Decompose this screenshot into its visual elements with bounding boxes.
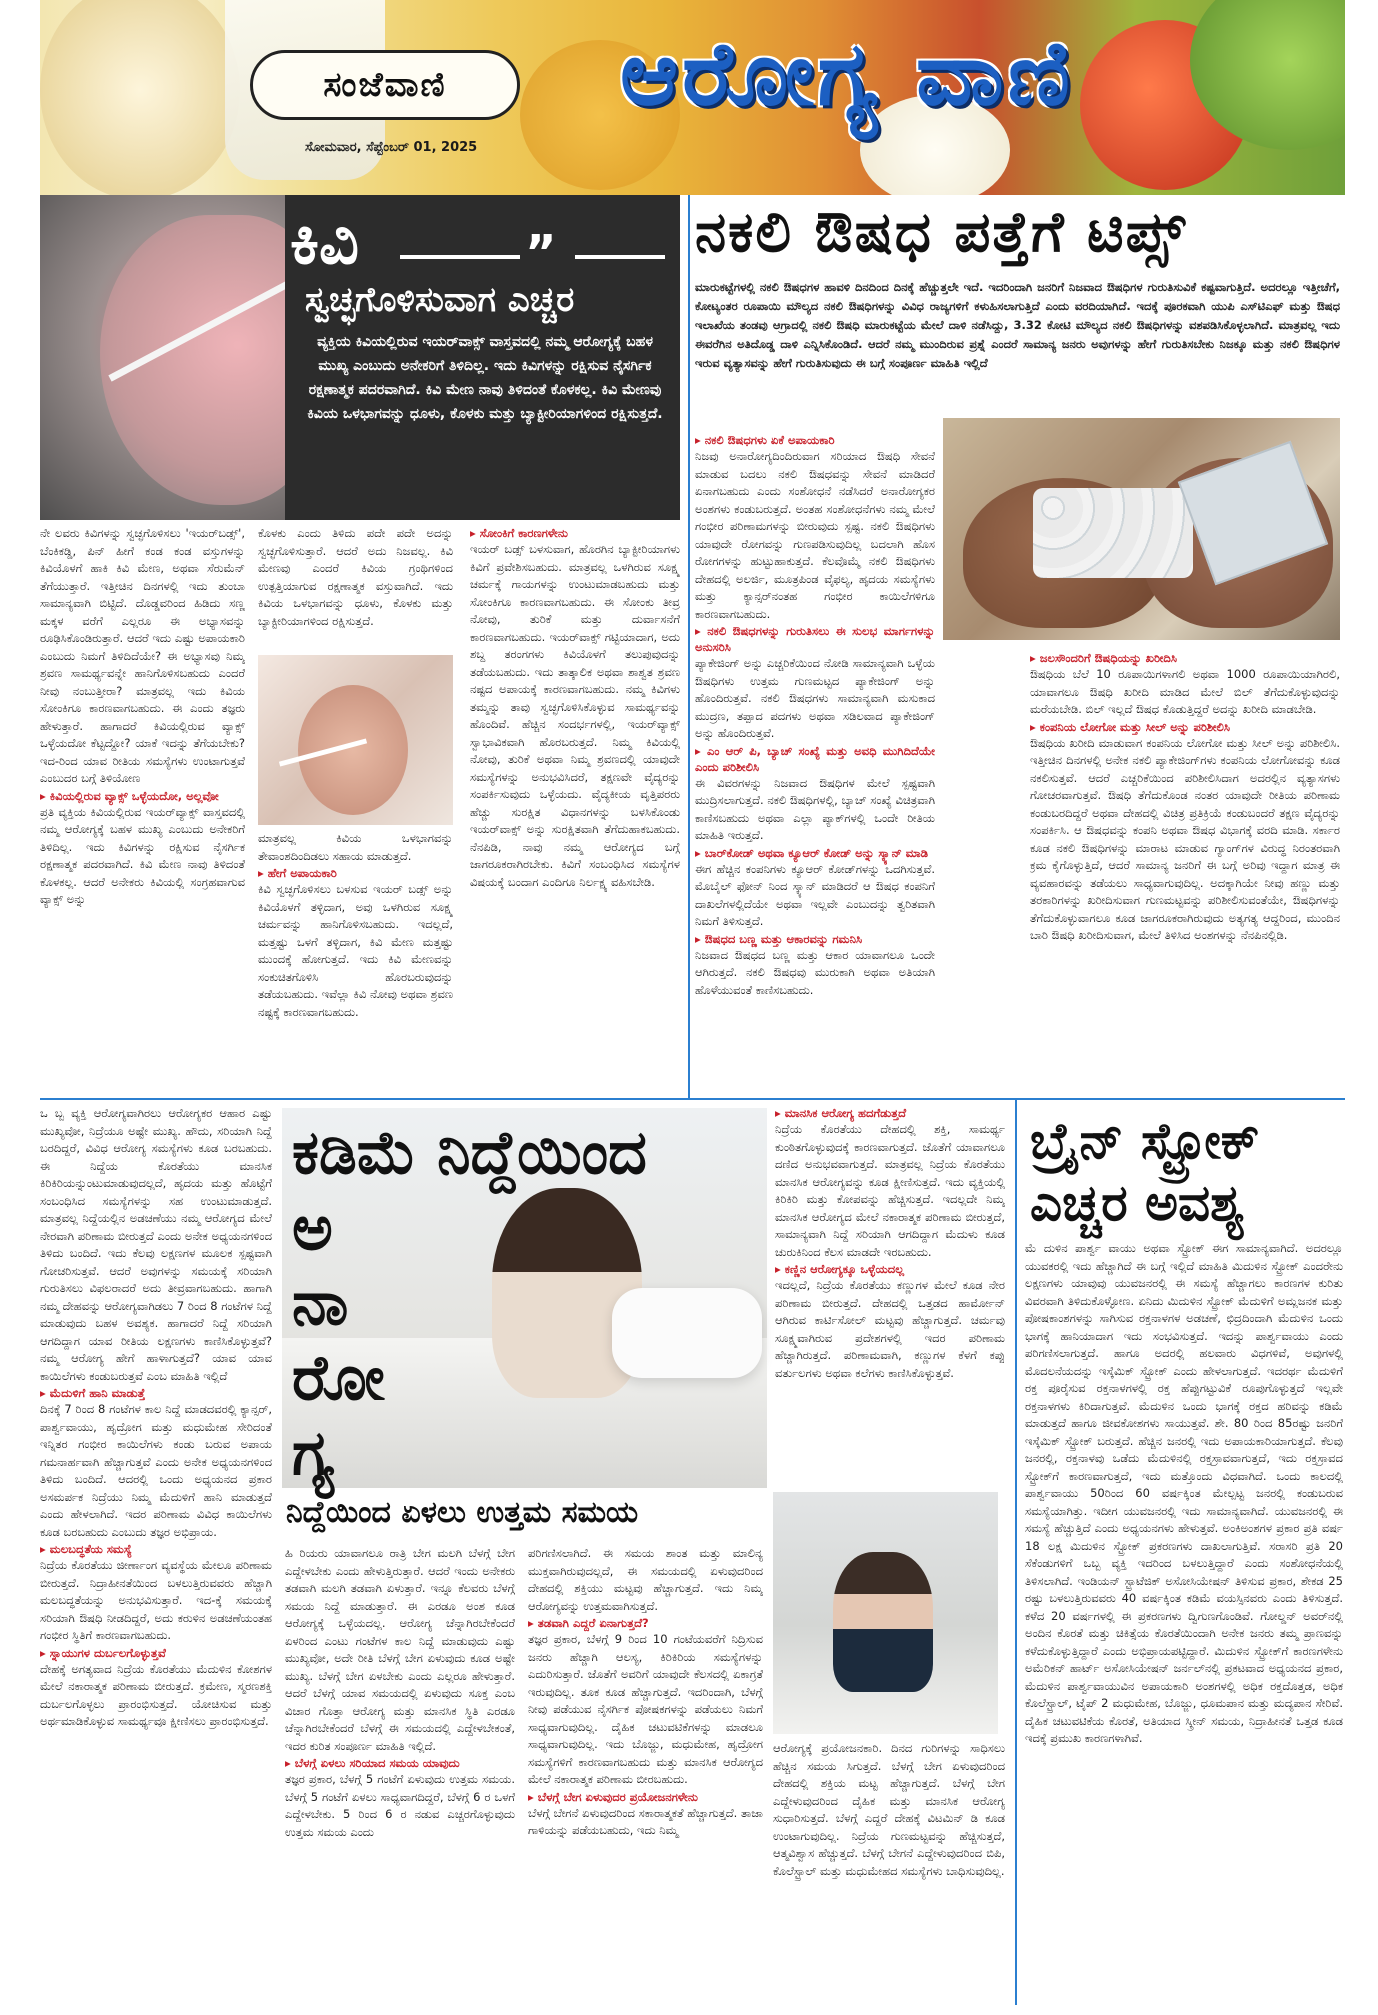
ear-lede: ವ್ಯಕ್ತಿಯ ಕಿವಿಯಲ್ಲಿರುವ ಇಯರ್‌ವಾಕ್ಸ್ ವಾಸ್ತವದಲ್ಲಿ ನಮ್ಮ ಆರೋಗ್ಯಕ್ಕೆ ಬಹಳ ಮುಖ್ಯ ಎಂಬುದು ಅನೇಕರಿಗೆ ತಿಳಿದಿಲ್ಲ. ಇದು ಕಿವಿಗಳನ್ನು ರಕ್ಷಿಸುವ ನೈಸರ್ಗಿಕ ರಕ್ಷಣಾತ್ಮಕ ಪದರವಾಗಿದೆ. ಕಿವಿ ಮೇಣ ನಾವು ತಿಳಿದಂತೆ ಕೊಳಕಲ್ಲ. ಕಿವಿ ಮೇಣವು ಕಿವಿಯ ಒಳಭಾಗವನ್ನು ಧೂಳು, ಕೊಳಕು ಮತ್ತು ಬ್ಯಾಕ್ಟೀರಿಯಾಗಳಿಂದ ರಕ್ಷಿಸುತ್ತದೆ.	[307, 334, 663, 422]
headline-quote: ”	[525, 225, 557, 281]
paragraph: ಒ ಬ್ಬ ವ್ಯಕ್ತಿ ಆರೋಗ್ಯವಾಗಿರಲು ಆರೋಗ್ಯಕರ ಆಹಾರ ಎಷ್ಟು ಮುಖ್ಯವೋ, ನಿದ್ರೆಯೂ ಅಷ್ಟೇ ಮುಖ್ಯ. ಹೌದು, ಸರಿಯಾಗಿ ನಿದ್ದೆ ಬರದಿದ್ದರೆ, ವಿವಿಧ ಆರೋಗ್ಯ ಸಮಸ್ಯೆಗಳು ಕೂಡ ಬರಬಹುದು. ಈ ನಿದ್ದೆಯ ಕೊರತೆಯು ಮಾನಸಿಕ ಕಿರಿಕಿರಿಯನ್ನುಂಟುಮಾಡುವುದಲ್ಲದೆ, ಹೃದಯ ಮತ್ತು ಹೊಟ್ಟೆಗೆ ಸಂಬಂಧಿಸಿದ ಸಮಸ್ಯೆಗಳನ್ನು ಸಹ ಉಂಟುಮಾಡುತ್ತದೆ. ಮಾತ್ರವಲ್ಲ ನಿದ್ದೆಯಲ್ಲಿನ ಅಡಚಣೆಯು ನಮ್ಮ ಆರೋಗ್ಯದ ಮೇಲೆ ನೇರವಾಗಿ ಪರಿಣಾಮ ಬೀರುತ್ತದೆ ಎಂದು ಅನೇಕ ಅಧ್ಯಯನಗಳಿಂದ ತಿಳಿದು ಬಂದಿದೆ. ಇದು ಕೆಲವು ಲಕ್ಷಣಗಳ ಮೂಲಕ ಸ್ಪಷ್ಟವಾಗಿ ಗೋಚರಿಸುತ್ತವೆ. ಆದರೆ ಅವುಗಳನ್ನು ಸಮಯಕ್ಕೆ ಸರಿಯಾಗಿ ಗುರುತಿಸಲು ವಿಫಲರಾದರೆ ಅದು ತೀವ್ರವಾಗಬಹುದು. ಹಾಗಾಗಿ ನಮ್ಮ ದೇಹವನ್ನು ಆರೋಗ್ಯವಾಗಿಡಲು 7 ರಿಂದ 8 ಗಂಟೆಗಳ ನಿದ್ದೆ ಮಾಡುವುದು ಬಹಳ ಅವಶ್ಯಕ. ಹಾಗಾದರೆ ನಿದ್ದೆ ಸರಿಯಾಗಿ ಆಗದಿದ್ದಾಗ ಯಾವ ರೀತಿಯ ಲಕ್ಷಣಗಳು ಕಾಣಿಸಿಕೊಳ್ಳುತ್ತವೆ? ನಮ್ಮ ಆರೋಗ್ಯ ಹೇಗೆ ಹಾಳಾಗುತ್ತದೆ? ಯಾವ ಯಾವ ಕಾಯಿಲೆಗಳು ಕಂಡುಬರುತ್ತವೆ ಎಂಬ ಮಾಹಿತಿ ಇಲ್ಲಿದೆ	[40, 1106, 272, 1383]
woman-figure	[833, 1552, 933, 1692]
paragraph: ನಿಜವಾದ ಔಷಧದ ಬಣ್ಣ ಮತ್ತು ಆಕಾರ ಯಾವಾಗಲೂ ಒಂದೇ ಆಗಿರುತ್ತದೆ. ನಕಲಿ ಔಷಧವು ಮುರುಕಾಗಿ ಅಥವಾ ಅತಿಯಾಗಿ ಹೊಳೆಯುವಂತೆ ಕಾಣಿಸಬಹುದು.	[695, 947, 935, 997]
pillow-shape	[612, 1288, 762, 1378]
paragraph: ಔಷಧಿಯ ಬೆಲೆ 10 ರೂಪಾಯಿಗಳಾಗಲಿ ಅಥವಾ 1000 ರೂಪಾಯಿಯಾಗಿರಲಿ, ಯಾವಾಗಲೂ ಔಷಧಿ ಖರೀದಿ ಮಾಡಿದ ಮೇಲೆ ಬಿಲ್ ತೆಗೆದುಕೊಳ್ಳುವುದನ್ನು ಮರೆಯಬೇಡಿ. ಬಿಲ್ ಇಲ್ಲದೆ ಔಷಧ ಕೊಡುತ್ತಿದ್ದರೆ ಅದನ್ನು ಖರೀದಿ ಮಾಡಬೇಡಿ.	[1030, 667, 1340, 716]
paragraph: ಔಷಧಿಯ ಖರೀದಿ ಮಾಡುವಾಗ ಕಂಪನಿಯ ಲೋಗೋ ಮತ್ತು ಸೀಲ್ ಅನ್ನು ಪರಿಶೀಲಿಸಿ. ಇತ್ತೀಚಿನ ದಿನಗಳಲ್ಲಿ ಅನೇಕ ನಕಲಿ ಪ್ಯಾಕೇಜಿಂಗ್‌ಗಳು ಕಂಪನಿಯ ಲೋಗೋವನ್ನು ಕೂಡ ನಕಲಿಸುತ್ತವೆ. ಆದರೆ ಎಚ್ಚರಿಕೆಯಿಂದ ಪರಿಶೀಲಿಸಿದಾಗ ಅದರಲ್ಲಿನ ವ್ಯತ್ಯಾಸಗಳು ಗೋಚರವಾಗುತ್ತವೆ. ಔಷಧಿ ತೆಗೆದುಕೊಂಡ ನಂತರ ಯಾವುದೇ ರೀತಿಯ ಪರಿಣಾಮ ಕಂಡುಬರದಿದ್ದರೆ ಅಥವಾ ದೇಹದಲ್ಲಿ ವಿಚಿತ್ರ ಪ್ರತಿಕ್ರಿಯೆ ಕಂಡುಬಂದರೆ ತಕ್ಷಣ ವೈದ್ಯರನ್ನು ಸಂಪರ್ಕಿಸಿ. ಆ ಔಷಧವನ್ನು ಕಂಪನಿ ಅಥವಾ ಔಷಧ ವಿಭಾಗಕ್ಕೆ ವರದಿ ಮಾಡಿ. ಸರ್ಕಾರ ಕೂಡ ನಕಲಿ ಔಷಧಿಗಳನ್ನು ಮಾರಾಟ ಮಾಡುವ ಗ್ಯಾಂಗ್‌ಗಳ ವಿರುದ್ಧ ನಿರಂತರವಾಗಿ ಕ್ರಮ ಕೈಗೊಳ್ಳುತ್ತಿದೆ, ಆದರೆ ಸಾಮಾನ್ಯ ಜನರಿಗೆ ಈ ಬಗ್ಗೆ ಅರಿವು ಇದ್ದಾಗ ಮಾತ್ರ ಈ ವ್ಯವಹಾರವನ್ನು ತಡೆಯಲು ಸಾಧ್ಯವಾಗುವುದಿಲ್ಲ. ಅದಕ್ಕಾಗಿಯೇ ನೀವು ಹಣ್ಣು ಮತ್ತು ತರಕಾರಿಗಳನ್ನು ಖರೀದಿಸುವಾಗ ಗುಣಮಟ್ಟವನ್ನು ಪರಿಶೀಲಿಸುವಂತೆಯೇ, ಔಷಧಿಗಳನ್ನು ತೆಗೆದುಕೊಳ್ಳುವಾಗಲೂ ಕೂಡ ಜಾಗರೂಕರಾಗಿರುವುದು ಅತ್ಯಗತ್ಯ ಆದ್ದರಿಂದ, ಮುಂದಿನ ಬಾರಿ ಔಷಧಿ ಖರೀದಿಸುವಾಗ, ಮೇಲೆ ತಿಳಿಸಿದ ಅಂಶಗಳನ್ನು ನೆನಪಿನಲ್ಲಿಡಿ.	[1030, 735, 1340, 942]
ear-subheadline: ಸ್ವಚ್ಛಗೊಳಿಸುವಾಗ ಎಚ್ಚರ	[305, 280, 575, 320]
paragraph: ಆರೋಗ್ಯಕ್ಕೆ ಪ್ರಯೋಜನಕಾರಿ. ದಿನದ ಗುರಿಗಳನ್ನು ಸಾಧಿಸಲು ಹೆಚ್ಚಿನ ಸಮಯ ಸಿಗುತ್ತದೆ. ಬೆಳಗ್ಗೆ ಬೇಗ ಏಳುವುದರಿಂದ ದೇಹದಲ್ಲಿ ಶಕ್ತಿಯ ಮಟ್ಟ ಹೆಚ್ಚಾಗುತ್ತದೆ. ಬೆಳಗ್ಗೆ ಬೇಗ ಎದ್ದೇಳುವುದರಿಂದ ದೈಹಿಕ ಮತ್ತು ಮಾನಸಿಕ ಆರೋಗ್ಯ ಸುಧಾರಿಸುತ್ತದೆ. ಬೆಳಗ್ಗೆ ಎದ್ದರೆ ದೇಹಕ್ಕೆ ವಿಟಮಿನ್ ಡಿ ಕೂಡ ಉಂಟಾಗುವುದಿಲ್ಲ. ನಿದ್ರೆಯ ಗುಣಮಟ್ಟವನ್ನು ಹೆಚ್ಚಿಸುತ್ತದೆ, ಆತ್ಮವಿಶ್ವಾಸ ಹೆಚ್ಚುತ್ತದೆ. ಬೆಳಗ್ಗೆ ಬೇಗನೆ ಎದ್ದೇಳುವುದರಿಂದ ಬಿಪಿ, ಕೊಲೆಸ್ಟ್ರಾಲ್ ಮತ್ತು ಮಧುಮೇಹದ ಸಮಸ್ಯೆಗಳು ಬಾಧಿಸುವುದಿಲ್ಲ.	[773, 1741, 1005, 1878]
column-divider	[688, 195, 690, 1100]
fake-medicine-headline: ನಕಲಿ ಔಷಧ ಪತ್ತೆಗೆ ಟಿಪ್ಸ್	[695, 200, 1188, 265]
section-divider	[40, 1098, 1345, 1100]
subheading: ▸ ಬೆಳಗ್ಗೆ ಬೇಗ ಏಳುವುದರ ಪ್ರಯೋಜನಗಳೇನು	[528, 1789, 763, 1805]
subheading: ▸ ಹೇಗೆ ಅಪಾಯಕಾರಿ	[258, 865, 453, 881]
paragraph: ಈ ವಿವರಗಳನ್ನು ನಿಜವಾದ ಔಷಧಿಗಳ ಮೇಲೆ ಸ್ಪಷ್ಟವಾಗಿ ಮುದ್ರಿಸಲಾಗುತ್ತದೆ. ನಕಲಿ ಔಷಧಿಗಳಲ್ಲಿ, ಬ್ಯಾಚ್ ಸಂಖ್ಯೆ ವಿಚಿತ್ರವಾಗಿ ಕಾಣಿಸಬಹುದು ಅಥವಾ ಎಲ್ಲಾ ಪ್ಯಾಕ್‌ಗಳಲ್ಲಿ ಒಂದೇ ರೀತಿಯ ಮಾಹಿತಿ ಇರುತ್ತದೆ.	[695, 775, 935, 842]
fake-medicine-column-2	[1030, 650, 1340, 1092]
paragraph: ಪರಿಗಣಿಸಲಾಗಿದೆ. ಈ ಸಮಯ ಶಾಂತ ಮತ್ತು ಮಾಲಿನ್ಯ ಮುಕ್ತವಾಗಿರುವುದಲ್ಲದೆ, ಈ ಸಮಯದಲ್ಲಿ ಏಳುವುದರಿಂದ ದೇಹದಲ್ಲಿ ಶಕ್ತಿಯು ಮಟ್ಟವು ಹೆಚ್ಚಾಗುತ್ತದೆ. ಇದು ನಿಮ್ಮ ಆರೋಗ್ಯವನ್ನು ಉತ್ತಮವಾಗಿಸುತ್ತದೆ.	[528, 1546, 763, 1613]
subheading: ▸ ಮೆದುಳಿಗೆ ಹಾನಿ ಮಾಡುತ್ತೆ	[40, 1385, 272, 1401]
sleep-headline: ಕಡಿಮೆ ನಿದ್ದೆಯಿಂದ	[292, 1118, 647, 1188]
subheading: ▸ ಸ್ನಾಯುಗಳ ದುರ್ಬಲಗೊಳ್ಳುತ್ತವೆ	[40, 1645, 272, 1661]
masthead-banner	[40, 0, 1345, 195]
headline-letter: ರೋ	[292, 1341, 385, 1414]
ear-column-2-top	[258, 525, 453, 655]
paragraph: ನಿದ್ರೆಯ ಕೊರತೆಯು ಜೀರ್ಣಾಂಗ ವ್ಯವಸ್ಥೆಯ ಮೇಲೂ ಪರಿಣಾಮ ಬೀರುತ್ತದೆ. ನಿದ್ರಾಹೀನತೆಯಿಂದ ಬಳಲುತ್ತಿರುವವರು ಹೆಚ್ಚಾಗಿ ಮಲಬದ್ಧತೆಯನ್ನು ಅನುಭವಿಸುತ್ತಾರೆ. ಇದ-ಕ್ಕೆ ಸಮಯಕ್ಕೆ ಸರಿಯಾಗಿ ಔಷಧಿ ನೀಡದಿದ್ದರೆ, ಅದು ಕರುಳಿನ ಅಡಚಣೆಯಂತಹ ಗಂಭೀರ ಸ್ಥಿತಿಗೆ ಕಾರಣವಾಗಬಹುದು.	[40, 1558, 272, 1642]
subheading: ▸ ಎಂ ಆರ್ ಪಿ, ಬ್ಯಾಚ್ ಸಂಖ್ಯೆ ಮತ್ತು ಅವಧಿ ಮುಗಿದಿದೆಯೇ ಎಂದು ಪರಿಶೀಲಿಸಿ	[695, 743, 935, 775]
paragraph: ತಜ್ಞರ ಪ್ರಕಾರ, ಬೆಳಗ್ಗೆ 9 ರಿಂದ 10 ಗಂಟೆಯವರೆಗೆ ನಿದ್ರಿಸುವ ಜನರು ಹೆಚ್ಚಾಗಿ ಆಲಸ್ಯ, ಕಿರಿಕಿರಿಯ ಸಮಸ್ಯೆಗಳನ್ನು ಎದುರಿಸುತ್ತಾರೆ. ಜೊತೆಗೆ ಅವರಿಗೆ ಯಾವುದೇ ಕೆಲಸದಲ್ಲಿ ಏಕಾಗ್ರತೆ ಇರುವುದಿಲ್ಲ. ತೂಕ ಕೂಡ ಹೆಚ್ಚಾಗುತ್ತದೆ. ಇದರಿಂದಾಗಿ, ಬೆಳಗ್ಗೆ ನೀವು ಪಡೆಯುವ ನೈಸರ್ಗಿಕ ಪೋಷಕಗಳನ್ನು ಪಡೆಯಲು ನಿಮಗೆ ಸಾಧ್ಯವಾಗುವುದಿಲ್ಲ. ದೈಹಿಕ ಚಟುವಟಿಕೆಗಳನ್ನು ಮಾಡಲೂ ಸಾಧ್ಯವಾಗುವುದಿಲ್ಲ. ಇದು ಬೊಜ್ಜು, ಮಧುಮೇಹ, ಹೃದ್ರೋಗ ಸಮಸ್ಯೆಗಳಿಗೆ ಕಾರಣವಾಗಬಹುದು ಮತ್ತು ಮಾನಸಿಕ ಆರೋಗ್ಯದ ಮೇಲೆ ನಕಾರಾತ್ಮಕ ಪರಿಣಾಮ ಬೀರಬಹುದು.	[528, 1632, 763, 1786]
sleep-column-right	[775, 1105, 1005, 1487]
stroke-headline: ಬ್ರೈನ್ ಸ್ಟ್ರೋಕ್ ಎಚ್ಚರ ಅವಶ್ಯ	[1030, 1112, 1260, 1232]
subheading: ▸ ಬೆಳಗ್ಗೆ ಏಳಲು ಸರಿಯಾದ ಸಮಯ ಯಾವುದು	[285, 1755, 515, 1771]
paragraph: ಈಗ ಹೆಚ್ಚಿನ ಕಂಪನಿಗಳು ಕ್ಯೂಆರ್ ಕೋಡ್‌ಗಳನ್ನು ಒದಗಿಸುತ್ತವೆ. ಮೊಬೈಲ್ ಫೋನ್ ನಿಂದ ಸ್ಕ್ಯಾನ್ ಮಾಡಿದರೆ ಆ ಔಷಧ ಕಂಪನಿಗೆ ದಾಖಲೆಗಳಲ್ಲಿದೆಯೇ ಅಥವಾ ಇಲ್ಲವೇ ಎಂಬುದನ್ನು ತ್ವರಿತವಾಗಿ ನಿಮಗೆ ತಿಳಿಸುತ್ತದೆ.	[695, 861, 935, 928]
paragraph: ಇಯರ್ ಬಡ್ಸ್ ಬಳಸುವಾಗ, ಹೊರಗಿನ ಬ್ಯಾಕ್ಟೀರಿಯಾಗಳು ಕಿವಿಗೆ ಪ್ರವೇಶಿಸಬಹುದು. ಮಾತ್ರವಲ್ಲ ಒಳಗಿರುವ ಸೂಕ್ಷ್ಮ ಚರ್ಮಕ್ಕೆ ಗಾಯಗಳನ್ನು ಉಂಟುಮಾಡಬಹುದು ಮತ್ತು ಸೋಂಕಿಗೂ ಕಾರಣವಾಗಬಹುದು. ಈ ಸೋಂಕು ತೀವ್ರ ನೋವು, ತುರಿಕೆ ಮತ್ತು ದುರ್ವಾಸನೆಗೆ ಕಾರಣವಾಗಬಹುದು. ಇಯರ್‌ವಾಕ್ಸ್ ಗಟ್ಟಿಯಾದಾಗ, ಅದು ಶಬ್ದ ತರಂಗಗಳು ಕಿವಿಯೊಳಗೆ ತಲುಪುವುದನ್ನು ತಡೆಯಬಹುದು. ಇದು ತಾತ್ಕಾಲಿಕ ಅಥವಾ ಶಾಶ್ವತ ಶ್ರವಣ ನಷ್ಟದ ಅಪಾಯಕ್ಕೆ ಕಾರಣವಾಗಬಹುದು. ನಮ್ಮ ಕಿವಿಗಳು ತಮ್ಮನ್ನು ತಾವು ಸ್ವಚ್ಛಗೊಳಿಸಿಕೊಳ್ಳುವ ಸಾಮರ್ಥ್ಯವನ್ನು ಹೊಂದಿವೆ. ಹೆಚ್ಚಿನ ಸಂದರ್ಭಗಳಲ್ಲಿ, ಇಯರ್‌ವ್ಯಾಕ್ಸ್ ಸ್ವಾಭಾವಿಕವಾಗಿ ಹೊರಬರುತ್ತದೆ. ನಿಮ್ಮ ಕಿವಿಯಲ್ಲಿ ನೋವು, ತುರಿಕೆ ಅಥವಾ ನಿಮ್ಮ ಶ್ರವಣದಲ್ಲಿ ಯಾವುದೇ ಸಮಸ್ಯೆಗಳನ್ನು ಅನುಭವಿಸಿದರೆ, ತಕ್ಷಣವೇ ವೈದ್ಯರನ್ನು ಸಂಪರ್ಕಿಸುವುದು ಒಳ್ಳೆಯದು. ವೈದ್ಯಕೀಯ ವೃತ್ತಿಪರರು ಹೆಚ್ಚು ಸುರಕ್ಷಿತ ವಿಧಾನಗಳನ್ನು ಬಳಸಿಕೊಂಡು ಇಯರ್‌ವಾಕ್ಸ್ ಅನ್ನು ಸುರಕ್ಷಿತವಾಗಿ ತೆಗೆದುಹಾಕಬಹುದು. ನೆನಪಿಡಿ, ನಾವು ನಮ್ಮ ಆರೋಗ್ಯದ ಬಗ್ಗೆ ಜಾಗರೂಕರಾಗಿರಬೇಕು. ಕಿವಿಗೆ ಸಂಬಂಧಿಸಿದ ಸಮಸ್ಯೆಗಳ ವಿಷಯಕ್ಕೆ ಬಂದಾಗ ಎಂದಿಗೂ ನಿರ್ಲಕ್ಷ್ಯ ವಹಿಸಬೇಡಿ.	[470, 542, 680, 889]
sleep-subheadline: ನಿದ್ದೆಯಿಂದ ಏಳಲು ಉತ್ತಮ ಸಮಯ	[286, 1495, 639, 1530]
headline-rule	[575, 255, 665, 259]
paragraph: ಪ್ಯಾಕೇಜಿಂಗ್ ಅನ್ನು ಎಚ್ಚರಿಕೆಯಿಂದ ನೋಡಿ ಸಾಮಾನ್ಯವಾಗಿ ಒಳ್ಳೆಯ ಔಷಧಿಗಳು ಉತ್ತಮ ಗುಣಮಟ್ಟದ ಪ್ಯಾಕೇಜಿಂಗ್ ಅನ್ನು ಹೊಂದಿರುತ್ತವೆ. ನಕಲಿ ಔಷಧಗಳು ಸಾಮಾನ್ಯವಾಗಿ ಮಸುಕಾದ ಮುದ್ರಣ, ತಪ್ಪಾದ ಪದಗಳು ಅಥವಾ ಸಡಿಲವಾದ ಪ್ಯಾಕೇಜಿಂಗ್ ಅನ್ನು ಹೊಂದಿರುತ್ತವೆ.	[695, 656, 935, 740]
subheading: ▸ ಮಲಬದ್ಧತೆಯ ಸಮಸ್ಯೆ	[40, 1541, 272, 1557]
subheading: ▸ ಔಷಧದ ಬಣ್ಣ ಮತ್ತು ಆಕಾರವನ್ನು ಗಮನಿಸಿ	[695, 931, 935, 947]
fake-medicine-lede: ಮಾರುಕಟ್ಟೆಗಳಲ್ಲಿ ನಕಲಿ ಔಷಧಗಳ ಹಾವಳಿ ದಿನದಿಂದ ದಿನಕ್ಕೆ ಹೆಚ್ಚುತ್ತಲೇ ಇದೆ. ಇದರಿಂದಾಗಿ ಜನರಿಗೆ ನಿಜವಾದ ಔಷಧಿಗಳ ಗುರುತಿಸುವಿಕೆ ಕಷ್ಟವಾಗುತ್ತಿದೆ. ಅದರಲ್ಲೂ ಇತ್ತೀಚೆಗೆ, ಕೋಟ್ಯಂತರ ರೂಪಾಯಿ ಮೌಲ್ಯದ ನಕಲಿ ಔಷಧಿಗಳನ್ನು ವಿವಿಧ ರಾಜ್ಯಗಳಿಗೆ ಕಳುಹಿಸಲಾಗುತ್ತಿದೆ ಎಂದು ವರದಿಯಾಗಿದೆ. ಇದಕ್ಕೆ ಪೂರಕವಾಗಿ ಯುಪಿ ಎಸ್‌ಟಿಎಫ್ ಮತ್ತು ಔಷಧ ಇಲಾಖೆಯ ತಂಡವು ಆಗ್ರಾದಲ್ಲಿ ನಕಲಿ ಔಷಧಿ ಮಾರುಕಟ್ಟೆಯ ಮೇಲೆ ದಾಳಿ ನಡೆಸಿದ್ದು, 3.32 ಕೋಟಿ ಮೌಲ್ಯದ ನಕಲಿ ಔಷಧಿಗಳನ್ನು ವಶಪಡಿಸಿಕೊಳ್ಳಲಾಗಿದೆ. ಮಾತ್ರವಲ್ಲ ಇದು ಈವರೆಗಿನ ಅತಿದೊಡ್ಡ ದಾಳಿ ಎನ್ನಿಸಿಕೊಂಡಿದೆ. ಆದರೆ ನಮ್ಮ ಮುಂದಿರುವ ಪ್ರಶ್ನೆ ಎಂದರೆ ಸಾಮಾನ್ಯ ಜನರು ಅವುಗಳನ್ನು ಹೇಗೆ ಗುರುತಿಸಬೇಕು ನಿಜಕ್ಕೂ ಮತ್ತು ನಕಲಿ ಔಷಧಿಗಳ ಇರುವ ವ್ಯತ್ಯಾಸವನ್ನು ಹೇಗೆ ಗುರುತಿಸುವುದು ಈ ಬಗ್ಗೆ ಸಂಪೂರ್ಣ ಮಾಹಿತಿ ಇಲ್ಲಿದೆ	[695, 280, 1340, 370]
ear-column-1	[40, 525, 245, 1095]
column-divider	[1015, 1100, 1017, 2005]
section-title: ಆರೋಗ್ಯ ವಾಣಿ	[620, 22, 1074, 125]
ear-column-3	[470, 525, 680, 1095]
paragraph: ಕಿವಿ ಸ್ವಚ್ಛಗೊಳಿಸಲು ಬಳಸುವ ಇಯರ್ ಬಡ್ಸ್ ಅನ್ನು ಕಿವಿಯೊಳಗೆ ತಳ್ಳಿದಾಗ, ಅವು ಒಳಗಿರುವ ಸೂಕ್ಷ್ಮ ಚರ್ಮವನ್ನು ಹಾನಿಗೊಳಿಸಬಹುದು. ಇದಲ್ಲದೆ, ಮತ್ತಷ್ಟು ಒಳಗೆ ತಳ್ಳಿದಾಗ, ಕಿವಿ ಮೇಣ ಮತ್ತಷ್ಟು ಮುಂದಕ್ಕೆ ಹೋಗುತ್ತದೆ. ಇದು ಕಿವಿ ಮೇಣವನ್ನು ಸಂಕುಚಿತಗೊಳಿಸಿ ಹೊರಬರುವುದನ್ನು ತಡೆಯಬಹುದು. ಇವೆಲ್ಲಾ ಕಿವಿ ನೋವು ಅಥವಾ ಶ್ರವಣ ನಷ್ಟಕ್ಕೆ ಕಾರಣವಾಗಬಹುದು.	[258, 882, 453, 1019]
ear-headline: ಕಿವಿ	[290, 205, 360, 278]
waking-woman-photo	[773, 1492, 998, 1734]
subheading: ▸ ನಕಲಿ ಔಷಧಗಳನ್ನು ಗುರುತಿಸಲು ಈ ಸುಲಭ ಮಾರ್ಗಗಳನ್ನು ಅನುಸರಿಸಿ	[695, 623, 935, 655]
ear-column-2-bottom	[258, 830, 453, 1095]
subheading: ▸ ತಡವಾಗಿ ಎದ್ದರೆ ಏನಾಗುತ್ತದೆ?	[528, 1615, 763, 1631]
paragraph: ಮಾತ್ರವಲ್ಲ ಕಿವಿಯ ಒಳಭಾಗವನ್ನು ತೇವಾಂಶದಿಂದಿಡಲು ಸಹಾಯ ಮಾಡುತ್ತದೆ.	[258, 831, 453, 863]
logo-text: ಸಂಜೆವಾಣಿ	[323, 65, 447, 105]
sleep-column-right-2	[773, 1740, 1005, 2010]
paragraph: ಬೆಳಗ್ಗೆ ಬೇಗನೆ ಏಳುವುದರಿಂದ ಸಕಾರಾತ್ಮಕತೆ ಹೆಚ್ಚಾಗುತ್ತದೆ. ತಾಜಾ ಗಾಳಿಯನ್ನು ಪಡೆಯಬಹುದು, ಇದು ನಿಮ್ಮ	[528, 1805, 763, 1837]
headline-letter: ಗ್ಯ	[292, 1416, 335, 1489]
subheading: ▸ ಜಲಸೌಂದರಿಗೆ ಔಷಧಿಯನ್ನು ಖರೀದಿಸಿ	[1030, 650, 1340, 666]
subheading: ▸ ಬಾರ್‌ಕೋಡ್ ಅಥವಾ ಕ್ಯೂಆರ್ ಕೋಡ್ ಅನ್ನು ಸ್ಕ್ಯಾನ್ ಮಾಡಿ	[695, 845, 935, 861]
paragraph: ಕೊಳಕು ಎಂದು ತಿಳಿದು ಪದೇ ಪದೇ ಅದನ್ನು ಸ್ವಚ್ಛಗೊಳಿಸುತ್ತಾರೆ. ಆದರೆ ಅದು ನಿಜವಲ್ಲ. ಕಿವಿ ಮೇಣವು ಎಂದರೆ ಕಿವಿಯ ಗ್ರಂಥಿಗಳಿಂದ ಉತ್ಪತ್ತಿಯಾಗುವ ರಕ್ಷಣಾತ್ಮಕ ವಸ್ತುವಾಗಿದೆ. ಇದು ಕಿವಿಯ ಒಳಭಾಗವನ್ನು ಧೂಳು, ಕೊಳಕು ಮತ್ತು ಬ್ಯಾಕ್ಟೀರಿಯಾಗಳಿಂದ ರಕ್ಷಿಸುತ್ತದೆ.	[258, 526, 453, 628]
tablets	[1033, 488, 1193, 578]
paragraph: ಹಿ ರಿಯರು ಯಾವಾಗಲೂ ರಾತ್ರಿ ಬೇಗ ಮಲಗಿ ಬೆಳಗ್ಗೆ ಬೇಗ ಎದ್ದೇಳಬೇಕು ಎಂದು ಹೇಳುತ್ತಿರುತ್ತಾರೆ. ಆದರೆ ಇಂದು ಅನೇಕರು ತಡವಾಗಿ ಮಲಗಿ ತಡವಾಗಿ ಏಳುತ್ತಾರೆ. ಇನ್ನೂ ಕೆಲವರು ಬೆಳಗ್ಗೆ ಸಮಯ ನಿದ್ದೆ ಮಾಡುತ್ತಾರೆ. ಈ ಎರಡೂ ಅಂಶ ಕೂಡ ಆರೋಗ್ಯಕ್ಕೆ ಒಳ್ಳೆಯದಲ್ಲ. ಆರೋಗ್ಯ ಚೆನ್ನಾಗಿರಬೇಕೆಂದರೆ ಏಳರಿಂದ ಎಂಟು ಗಂಟೆಗಳ ಕಾಲ ನಿದ್ದೆ ಮಾಡುವುದು ಎಷ್ಟು ಮುಖ್ಯವೋ, ಅದೇ ರೀತಿ ಬೆಳಗ್ಗೆ ಬೇಗ ಏಳುವುದು ಕೂಡ ಅಷ್ಟೇ ಮುಖ್ಯ. ಬೆಳಗ್ಗೆ ಬೇಗ ಏಳಬೇಕು ಎಂದು ಎಲ್ಲರೂ ಹೇಳುತ್ತಾರೆ. ಆದರೆ ಬೆಳಗ್ಗೆ ಯಾವ ಸಮಯದಲ್ಲಿ ಏಳುವುದು ಸೂಕ್ತ ಎಂಬ ವಿಚಾರ ಗೊತ್ತಾ ಆರೋಗ್ಯ ಮತ್ತು ಮಾನಸಿಕ ಸ್ಥಿತಿ ಎರಡೂ ಚೆನ್ನಾಗಿರಬೇಕೆಂದರೆ ಬೆಳಗ್ಗೆ ಈ ಸಮಯದಲ್ಲಿ ಎದ್ದೇಳಬೇಕಂತೆ, ಇದರ ಕುರಿತ ಸಂಪೂರ್ಣ ಮಾಹಿತಿ ಇಲ್ಲಿದೆ.	[285, 1546, 515, 1753]
stroke-column	[1025, 1240, 1343, 2010]
sleep-column-1	[40, 1105, 272, 2010]
paragraph: ನಿದ್ರೆಯ ಕೊರತೆಯು ದೇಹದಲ್ಲಿ ಶಕ್ತಿ, ಸಾಮರ್ಥ್ಯ ಕುಂಠಿತಗೊಳ್ಳುವುದಕ್ಕೆ ಕಾರಣವಾಗುತ್ತದೆ. ಜೊತೆಗೆ ಯಾವಾಗಲೂ ದಣಿದ ಅನುಭವವಾಗುತ್ತದೆ. ಮಾತ್ರವಲ್ಲ ನಿದ್ರೆಯ ಕೊರತೆಯು ಮಾನಸಿಕ ಆರೋಗ್ಯವನ್ನು ಕೂಡ ಕ್ಷೀಣಿಸುತ್ತದೆ. ಇದು ವ್ಯಕ್ತಿಯಲ್ಲಿ ಕಿರಿಕಿರಿ ಮತ್ತು ಕೋಪವನ್ನು ಹೆಚ್ಚಿಸುತ್ತದೆ. ಇದಲ್ಲದೇ ನಿಮ್ಮ ಮಾನಸಿಕ ಆರೋಗ್ಯದ ಮೇಲೆ ನಕಾರಾತ್ಮಕ ಪರಿಣಾಮ ಬೀರುತ್ತದೆ, ಸಾಮಾನ್ಯವಾಗಿ ನಿದ್ದೆ ಸರಿಯಾಗಿ ಆಗದಿದ್ದಾಗ ಮೆದುಳು ಕೂಡ ಚುರುಕಿನಿಂದ ಕೆಲಸ ಮಾಡದೇ ಇರಬಹುದು.	[775, 1122, 1005, 1259]
paragraph: ಇದಲ್ಲದೆ, ನಿದ್ರೆಯ ಕೊರತೆಯು ಕಣ್ಣುಗಳ ಮೇಲೆ ಕೂಡ ನೇರ ಪರಿಣಾಮ ಬೀರುತ್ತದೆ. ದೇಹದಲ್ಲಿ ಒತ್ತಡದ ಹಾರ್ಮೋನ್ ಆಗಿರುವ ಕಾರ್ಟಿಸೋಲ್ ಮಟ್ಟವು ಹೆಚ್ಚಾಗುತ್ತದೆ. ಚರ್ಮವು ಸೂಕ್ಷ್ಮವಾಗಿರುವ ಪ್ರದೇಶಗಳಲ್ಲಿ ಇದರ ಪರಿಣಾಮ ಹೆಚ್ಚಾಗಿರುತ್ತದೆ. ಪರಿಣಾಮವಾಗಿ, ಕಣ್ಣುಗಳ ಕೆಳಗೆ ಕಪ್ಪು ವರ್ತುಲಗಳು ಅಥವಾ ಕಲೆಗಳು ಕಾಣಿಸಿಕೊಳ್ಳುತ್ತವೆ.	[775, 1278, 1005, 1380]
fake-medicine-column-1	[695, 432, 935, 1092]
ear-cleaning-photo	[258, 655, 453, 825]
subheading: ▸ ನಕಲಿ ಔಷಧಗಳು ಏಕೆ ಅಪಾಯಕಾರಿ	[695, 432, 935, 448]
headline-rule	[400, 255, 520, 259]
paragraph: ಮೆ ದುಳಿನ ಪಾರ್ಶ್ವ ವಾಯು ಅಥವಾ ಸ್ಟ್ರೋಕ್ ಈಗ ಸಾಮಾನ್ಯವಾಗಿದೆ. ಅದರಲ್ಲೂ ಯುವಕರಲ್ಲಿ ಇದು ಹೆಚ್ಚಾಗಿದೆ ಈ ಬಗ್ಗೆ ಇಲ್ಲಿದೆ ಮಾಹಿತಿ ಮಿದುಳಿನ ಸ್ಟ್ರೋಕ್ ಎಂದರೇನು ಲಕ್ಷಣಗಳು ಯಾವುವು ಯುವಜನರಲ್ಲಿ ಈ ಸಮಸ್ಯೆ ಹೆಚ್ಚಾಗಲು ಕಾರಣಗಳ ಕುರಿತು ವಿವರವಾಗಿ ತಿಳಿದುಕೊಳ್ಳೋಣ. ಏನಿದು ಮಿದುಳಿನ ಸ್ಟ್ರೋಕ್ ಮೆದುಳಿಗೆ ಅಮ್ಲಜನಕ ಮತ್ತು ಪೋಷಕಾಂಶಗಳನ್ನು ಸಾಗಿಸುವ ರಕ್ತನಾಳಗಳ ಅಡಚಣೆ, ಛಿದ್ರದಿಂದಾಗಿ ಮೆದುಳಿನ ಒಂದು ಭಾಗಕ್ಕೆ ಹಾನಿಯಾದಾಗ ಇದು ಸಂಭವಿಸುತ್ತದೆ. ಇದನ್ನು ಪಾರ್ಶ್ವವಾಯು ಎಂದು ಪರಿಗಣಿಸಲಾಗುತ್ತದೆ. ಹಾಗೂ ಅದರಲ್ಲಿ ಹಲವಾರು ವಿಧಗಳಿವೆ, ಅವುಗಳಲ್ಲಿ ಮೊದಲನೆಯದನ್ನು ಇಸ್ಕೆಮಿಕ್ ಸ್ಟ್ರೋಕ್ ಎಂದು ಹೇಳಲಾಗುತ್ತದೆ. ಇದರರ್ಥ ಮೆದುಳಿಗೆ ರಕ್ತ ಪೂರೈಸುವ ರಕ್ತನಾಳಗಳಲ್ಲಿ ರಕ್ತ ಹೆಪ್ಪುಗಟ್ಟುವಿಕೆ ರೂಪುಗೊಳ್ಳುತ್ತದೆ ಇಲ್ಲವೇ ರಕ್ತನಾಳಗಳು ಕಿರಿದಾಗುತ್ತವೆ. ಮೆದುಳಿನ ಒಂದು ಭಾಗಕ್ಕೆ ರಕ್ತದ ಹರಿವನ್ನು ಕಡಿಮೆ ಮಾಡುತ್ತದೆ ಹಾಗೂ ಜೀವಕೋಶಗಳು ಸಾಯುತ್ತವೆ. ಶೇ. 80 ರಿಂದ 85ರಷ್ಟು ಜನರಿಗೆ ಇಸ್ಕೆಮಿಕ್ ಸ್ಟ್ರೋಕ್ ಬರುತ್ತದೆ. ಹೆಚ್ಚಿನ ಜನರಲ್ಲಿ ಇದು ಅಪಾಯಕಾರಿಯಾಗುತ್ತದೆ. ಕೆಲವು ಜನರಲ್ಲಿ, ರಕ್ತನಾಳವು ಒಡೆದು ಮೆದುಳಿನಲ್ಲಿ ರಕ್ತಸ್ರಾವವಾಗುತ್ತದೆ, ಇದು ರಕ್ತಸ್ರಾವದ ಸ್ಟ್ರೋಕ್‌ಗೆ ಕಾರಣವಾಗುತ್ತದೆ, ಇದು ಮತ್ತೊಂದು ವಿಧವಾಗಿದೆ. ಒಂದು ಕಾಲದಲ್ಲಿ ಪಾರ್ಶ್ವವಾಯು 50ರಿಂದ 60 ವರ್ಷಕ್ಕಿಂತ ಮೇಲ್ಪಟ್ಟ ಜನರಲ್ಲಿ ಕಂಡುಬರುವ ಸಮಸ್ಯೆಯಾಗಿತ್ತು. ಇದೀಗ ಯುವಜನರಲ್ಲಿ ಇದು ಸಾಮಾನ್ಯವಾಗಿದೆ. ಯುವಜನರಲ್ಲಿ ಈ ಸಮಸ್ಯೆ ಹೆಚ್ಚುತ್ತಿದೆ ಎಂದು ಅಧ್ಯಯನಗಳು ಹೇಳುತ್ತವೆ. ಅಂಕಿಅಂಶಗಳ ಪ್ರಕಾರ ಪ್ರತಿ ವರ್ಷ 18 ಲಕ್ಷ ಮಿದುಳಿನ ಸ್ಟ್ರೋಕ್ ಪ್ರಕರಣಗಳು ದಾಖಲಾಗುತ್ತಿವೆ. ಸರಾಸರಿ ಪ್ರತಿ 20 ಸೆಕೆಂಡುಗಳಿಗೆ ಒಬ್ಬ ವ್ಯಕ್ತಿ ಇದರಿಂದ ಬಳಲುತ್ತಿದ್ದಾರೆ ಎಂದು ಸಂಶೋಧನೆಯಲ್ಲಿ ತಿಳಿಸಲಾಗಿದೆ. ಇಂಡಿಯನ್ ಸ್ಟ್ರಾಟೆಜಿಕ್ ಅಸೋಸಿಯೇಷನ್ ತಿಳಿಸುವ ಪ್ರಕಾರ, ಶೇಕಡ 25 ರಷ್ಟು ಬಳಲುತ್ತಿರುವವರು 40 ವರ್ಷಕ್ಕಿಂತ ಕಡಿಮೆ ವಯಸ್ಸಿನವರು ಎಂದು ತಿಳಿಸುತ್ತದೆ. ಕಳೆದ 20 ವರ್ಷಗಳಲ್ಲಿ ಈ ಪ್ರಕರಣಗಳು ದ್ವಿಗುಣಗೊಂಡಿವೆ. ಗೋಲ್ಡನ್ ಅವರ್‌ನಲ್ಲಿ ಅಂದಿನ ಕೊರತೆ ಮತ್ತು ಚಿಕಿತ್ಸೆಯ ಕೊರತೆಯಿಂದಾಗಿ ಅನೇಕ ಜನರು ತಮ್ಮ ಪ್ರಾಣವನ್ನು ಕಳೆದುಕೊಳ್ಳುತ್ತಿದ್ದಾರೆ ಎಂದು ಅಭಿಪ್ರಾಯಪಟ್ಟಿದ್ದಾರೆ. ಮಿದುಳಿನ ಸ್ಟ್ರೋಕ್‌ಗೆ ಕಾರಣಗಳೇನು ಅಮೆರಿಕನ್ ಹಾರ್ಟ್ ಅಸೋಸಿಯೇಷನ್ ಜರ್ನಲ್‌ನಲ್ಲಿ ಪ್ರಕಟವಾದ ಅಧ್ಯಯನದ ಪ್ರಕಾರ, ಮೆದುಳಿನ ಪಾರ್ಶ್ವವಾಯುವಿನ ಅಪಾಯಕಾರಿ ಅಂಶಗಳಲ್ಲಿ ಅಧಿಕ ರಕ್ತದೊತ್ತಡ, ಅಧಿಕ ಕೊಲೆಸ್ಟ್ರಾಲ್, ಟೈಪ್ 2 ಮಧುಮೇಹ, ಬೊಜ್ಜು, ಧೂಮಪಾನ ಮತ್ತು ಮದ್ಯಪಾನ ಸೇರಿವೆ. ದೈಹಿಕ ಚಟುವಟಿಕೆಯ ಕೊರತೆ, ಅತಿಯಾದ ಸ್ಕ್ರೀನ್ ಸಮಯ, ನಿದ್ರಾಹೀನತೆ ಒತ್ತಡ ಕೂಡ ಇದಕ್ಕೆ ಪ್ರಮುಖ ಕಾರಣಗಳಾಗಿವೆ.	[1025, 1241, 1343, 1745]
paragraph: ನೇ ಲವರು ಕಿವಿಗಳನ್ನು ಸ್ವಚ್ಛಗೊಳಿಸಲು 'ಇಯರ್‌ಬಡ್ಸ್', ಬೆಂಕಿಕಡ್ಡಿ, ಪಿನ್ ಹೀಗೆ ಕಂಡ ಕಂಡ ವಸ್ತುಗಳನ್ನು ಕಿವಿಯೊಳಗೆ ಹಾಕಿ ಕಿವಿ ಮೇಣ, ಅಥವಾ ಸೆರುಮೆನ್ ತೆಗೆಯುತ್ತಾರೆ. ಇತ್ತೀಚಿನ ದಿನಗಳಲ್ಲಿ ಇದು ತುಂಬಾ ಸಾಮಾನ್ಯವಾಗಿ ಬಿಟ್ಟಿದೆ. ದೊಡ್ಡವರಿಂದ ಹಿಡಿದು ಸಣ್ಣ ಮಕ್ಕಳ ವರೆಗೆ ಎಲ್ಲರೂ ಈ ಅಭ್ಯಾಸವನ್ನು ರೂಢಿಸಿಕೊಂಡಿರುತ್ತಾರೆ. ಆದರೆ ಇದು ಎಷ್ಟು ಅಪಾಯಕಾರಿ ಎಂಬುದು ನಿಮಗೆ ತಿಳಿದಿದೆಯೇ? ಈ ಅಭ್ಯಾಸವು ನಿಮ್ಮ ಶ್ರವಣ ಸಾಮರ್ಥ್ಯವನ್ನೇ ಹಾನಿಗೊಳಿಸಬಹುದು ಎಂದರೆ ನೀವು ನಂಬುತ್ತೀರಾ? ಮಾತ್ರವಲ್ಲ ಇದು ಕಿವಿಯ ಸೋಂಕಿಗೂ ಕಾರಣವಾಗಬಹುದು. ಈ ಎಂದು ತಜ್ಞರು ಹೇಳುತ್ತಾರೆ. ಹಾಗಾದರೆ ಕಿವಿಯಲ್ಲಿರುವ ವ್ಯಾಕ್ಸ್ ಒಳ್ಳೆಯದೋ ಕೆಟ್ಟದ್ದೋ? ಯಾಕೆ ಇದನ್ನು ತೆಗೆಯಬೇಕು? ಇದ-ರಿಂದ ಯಾವ ರೀತಿಯ ಸಮಸ್ಯೆಗಳು ಉಂಟಾಗುತ್ತವೆ ಎಂಬುದರ ಬಗ್ಗೆ ತಿಳಿಯೋಣ	[40, 526, 245, 785]
subheading: ▸ ಕಂಪನಿಯ ಲೋಗೋ ಮತ್ತು ಸೀಲ್ ಅನ್ನು ಪರಿಶೀಲಿಸಿ	[1030, 719, 1340, 735]
newspaper-logo	[250, 50, 520, 120]
sleep-column-mid-1	[285, 1545, 515, 2010]
subheading: ▸ ಕಿವಿಯಲ್ಲಿರುವ ವ್ಯಾಕ್ಸ್ ಒಳ್ಳೆಯದೋ, ಅಲ್ಲವೋ	[40, 788, 245, 804]
paragraph: ಪ್ರತಿ ವ್ಯಕ್ತಿಯ ಕಿವಿಯಲ್ಲಿರುವ ಇಯರ್‌ವ್ಯಾಕ್ಸ್ ವಾಸ್ತವದಲ್ಲಿ ನಮ್ಮ ಆರೋಗ್ಯಕ್ಕೆ ಬಹಳ ಮುಖ್ಯ ಎಂಬುದು ಅನೇಕರಿಗೆ ತಿಳಿದಿಲ್ಲ. ಇದು ಕಿವಿಗಳನ್ನು ರಕ್ಷಿಸುವ ನೈಸರ್ಗಿಕ ರಕ್ಷಣಾತ್ಮಕ ಪದರವಾಗಿದೆ. ಕಿವಿ ಮೇಣ ನಾವು ತಿಳಿದಂತೆ ಕೊಳಕಲ್ಲ. ಆದರೆ ಅನೇಕರು ಕಿವಿಯಲ್ಲಿ ಸಂಗ್ರಹವಾಗುವ ವ್ಯಾಕ್ಸ್ ಅನ್ನು	[40, 804, 245, 906]
paragraph: ದಿನಕ್ಕೆ 7 ರಿಂದ 8 ಗಂಟೆಗಳ ಕಾಲ ನಿದ್ದೆ ಮಾಡದವರಲ್ಲಿ ಕ್ಯಾನ್ಸರ್, ಪಾರ್ಶ್ವವಾಯು, ಹೃದ್ರೋಗ ಮತ್ತು ಮಧುಮೇಹ ಸೇರಿದಂತೆ ಇನ್ನಿತರ ಗಂಭೀರ ಕಾಯಿಲೆಗಳು ಕಂಡು ಬರುವ ಅಪಾಯ ಗಮನಾರ್ಹವಾಗಿ ಹೆಚ್ಚಾಗುತ್ತವೆ ಎಂದು ಅನೇಕ ಅಧ್ಯಯನಗಳಿಂದ ತಿಳಿದು ಬಂದಿದೆ. ಆದರಲ್ಲಿ ಒಂದು ಅಧ್ಯಯನದ ಪ್ರಕಾರ ಅಸಮರ್ಪಕ ನಿದ್ರೆಯು ನಿಮ್ಮ ಮೆದುಳಿಗೆ ಹಾನಿ ಮಾಡುತ್ತದೆ ಎಂದು ಹೇಳಲಾಗಿದೆ. ಇದರ ಪರಿಣಾಮ ವಿವಿಧ ಕಾಯಿಲೆಗಳು ಕೂಡ ಬರಬಹುದು ಎಂಬುದು ತಜ್ಞರ ಅಭಿಪ್ರಾಯ.	[40, 1402, 272, 1539]
subheading: ▸ ಸೋಂಕಿಗೆ ಕಾರಣಗಳೇನು	[470, 525, 680, 541]
paragraph: ತಜ್ಞರ ಪ್ರಕಾರ, ಬೆಳಗ್ಗೆ 5 ಗಂಟೆಗೆ ಏಳುವುದು ಉತ್ತಮ ಸಮಯ. ಬೆಳಗ್ಗೆ 5 ಗಂಟೆಗೆ ಏಳಲು ಸಾಧ್ಯವಾಗದಿದ್ದರೆ, ಬೆಳಗ್ಗೆ 6 ರ ಒಳಗೆ ಎದ್ದೇಳಬೇಕು. 5 ರಿಂದ 6 ರ ನಡುವ ಎಚ್ಚರಗೊಳ್ಳುವುದು ಉತ್ತಮ ಸಮಯ ಎಂದು	[285, 1772, 515, 1839]
subheading: ▸ ಕಣ್ಣಿನ ಆರೋಗ್ಯಕ್ಕೂ ಒಳ್ಳೆಯದಲ್ಲ	[775, 1261, 1005, 1277]
sleep-column-mid-2	[528, 1545, 763, 2010]
grain-image	[40, 0, 240, 195]
headline-letter: ನಾ	[292, 1266, 349, 1339]
paragraph: ನಿಜವು ಅನಾರೋಗ್ಯದಿಂದಿರುವಾಗ ಸರಿಯಾದ ಔಷಧಿ ಸೇವನೆ ಮಾಡುವ ಬದಲು ನಕಲಿ ಔಷಧವನ್ನು ಸೇವನೆ ಮಾಡಿದರೆ ಏನಾಗಬಹುದು ಎಂದು ಸಂಶೋಧನೆ ನಡೆಸಿದರೆ ಅನಾರೋಗ್ಯಕರ ಅಂಶಗಳು ಕಂಡುಬರುತ್ತದೆ. ಅಂತಹ ಸಂಶೋಧನೆಗಳು ನಮ್ಮ ಮೇಲೆ ಗಂಭೀರ ಪರಿಣಾಮಗಳನ್ನು ಬೀರುವುದು ಸ್ಪಷ್ಟ. ನಕಲಿ ಔಷಧಿಗಳು ಯಾವುದೇ ರೋಗವನ್ನು ಗುಣಪಡಿಸುವುದಿಲ್ಲ ಬದಲಾಗಿ ಹೊಸ ರೋಗಗಳನ್ನು ಹುಟ್ಟುಹಾಕುತ್ತದೆ. ಕೆಲವೊಮ್ಮೆ ನಕಲಿ ಔಷಧಿಗಳು ದೇಹದಲ್ಲಿ ಅಲರ್ಜಿ, ಮೂತ್ರಪಿಂಡ ವೈಫಲ್ಯ, ಹೃದಯ ಸಮಸ್ಯೆಗಳು ಮತ್ತು ಕ್ಯಾನ್ಸರ್‌ನಂತಹ ಗಂಭೀರ ಕಾಯಿಲೆಗಳಿಗೂ ಕಾರಣವಾಗಬಹುದು.	[695, 449, 935, 621]
subheading: ▸ ಮಾನಸಿಕ ಆರೋಗ್ಯ ಹದಗೆಡುತ್ತದೆ	[775, 1105, 1005, 1121]
issue-date: ಸೋಮವಾರ, ಸೆಪ್ಟೆಂಬರ್ 01, 2025	[305, 140, 478, 155]
paragraph: ದೇಹಕ್ಕೆ ಅಗತ್ಯವಾದ ನಿದ್ರೆಯ ಕೊರತೆಯು ಮೆದುಳಿನ ಕೋಶಗಳ ಮೇಲೆ ನಕಾರಾತ್ಮಕ ಪರಿಣಾಮ ಬೀರುತ್ತದೆ. ಕ್ರಮೇಣ, ಸ್ಮರಣಶಕ್ತಿ ದುರ್ಬಲಗೊಳ್ಳಲು ಪ್ರಾರಂಭಿಸುತ್ತದೆ. ಯೋಚಿಸುವ ಮತ್ತು ಅರ್ಥಮಾಡಿಕೊಳ್ಳುವ ಸಾಮರ್ಥ್ಯವೂ ಕ್ಷೀಣಿಸಲು ಪ್ರಾರಂಭಿಸುತ್ತದೆ.	[40, 1661, 272, 1728]
sleep-headline-letters	[292, 1190, 385, 1490]
pills-photo	[943, 418, 1340, 640]
headline-letter: ಅ	[292, 1191, 333, 1264]
face-shape	[298, 685, 408, 815]
